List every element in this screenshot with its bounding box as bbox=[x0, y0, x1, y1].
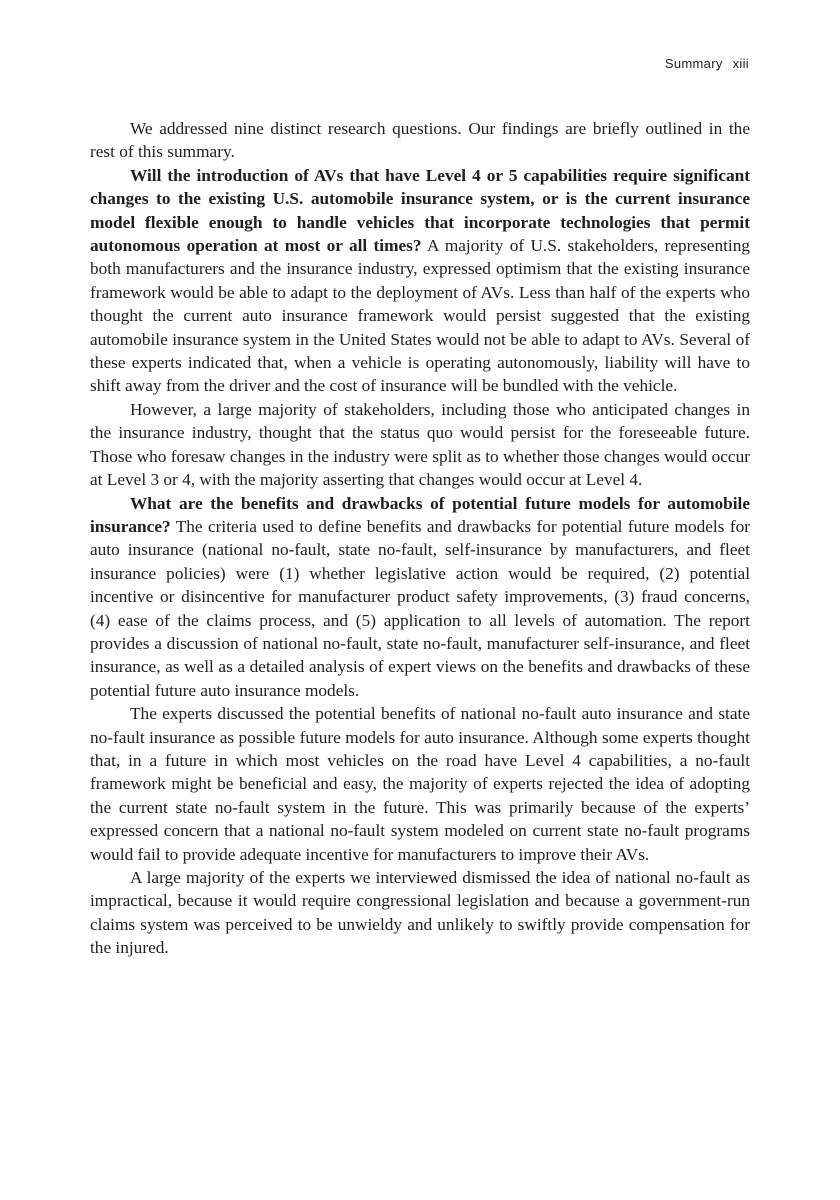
paragraph-no-fault-benefits: The experts discussed the potential benefits of national no-fault auto insurance and state no-fault insurance as possible future models for auto insurance. Although some experts thought that, in a future in which most vehicles on the road have Level 4 capabilities, a no-fault framework might be beneficial and easy, the majority of experts rejected the idea of adopting the current state no-fault system in the future. This was primarily because of the experts’ expressed concern that a national no-fault system modeled on current state no-fault programs would fail to provide adequate incentive for manufacturers to improve their AVs. bbox=[90, 704, 750, 864]
running-head-section: Summary bbox=[664, 56, 723, 71]
running-head bbox=[665, 56, 749, 71]
paragraph-status-quo: However, a large majority of stakeholders, including those who anticipated changes in the insurance industry, thought that the status quo would persist for the foreseeable future. Those who foresaw changes in the industry were split as to whether those changes would occur at Level 3 or 4, with the majority asserting that changes would occur at Level 4. bbox=[90, 399, 750, 490]
page-number: xiii bbox=[732, 56, 749, 71]
research-question-2: What are the benefits and drawbacks of potential future models for automobile insurance? bbox=[90, 493, 750, 536]
paragraph-question-2 bbox=[90, 492, 750, 703]
research-question-1: Will the introduction of AVs that have Level 4 or 5 capabilities require significant changes to the existing U.S. automobile insurance system, or is the current insurance model flexible enough to handle vehicles that incorporate technologies that permit autonomous operation at most or all times? bbox=[90, 165, 750, 256]
answer-2: The criteria used to define benefits and drawbacks for potential future models for auto insurance (national no-fault, state no-fault, self-insurance by manufacturers, and fleet insurance policies) were (1) whether legislative action would be required, (2) potential incentive or disincentive for manufacturer product safety improvements, (3) fraud concerns, (4) ease of the claims process, and (5) application to all levels of automation. The report provides a discussion of national no-fault, state no-fault, manufacturer self-insurance, and fleet insurance, as well as a detailed analysis of expert views on the benefits and drawbacks of these potential future auto insurance models. bbox=[90, 516, 750, 700]
body-text bbox=[90, 117, 750, 960]
paragraph-question-1 bbox=[90, 164, 750, 398]
paragraph-national-no-fault: A large majority of the experts we interviewed dismissed the idea of national no-fault as impractical, because it would require congressional legislation and because a government-run claims system was perceived to be unwieldy and unlikely to swiftly provide compensation for the injured. bbox=[90, 868, 750, 958]
answer-1: A majority of U.S. stakeholders, representing both manufacturers and the insurance industry, expressed optimism that the existing insurance framework would be able to adapt to the deployment of AVs. Less than half of the experts who thought the current auto insurance framework would persist suggested that the existing automobile insurance system in the United States would not be able to adapt to AVs. Several of these experts indicated that, when a vehicle is operating autonomously, liability will have to shift away from the driver and the cost of insurance will be bundled with the vehicle. bbox=[90, 236, 750, 396]
paragraph-intro: We addressed nine distinct research questions. Our findings are briefly outlined in the rest of this summary. bbox=[90, 119, 750, 162]
